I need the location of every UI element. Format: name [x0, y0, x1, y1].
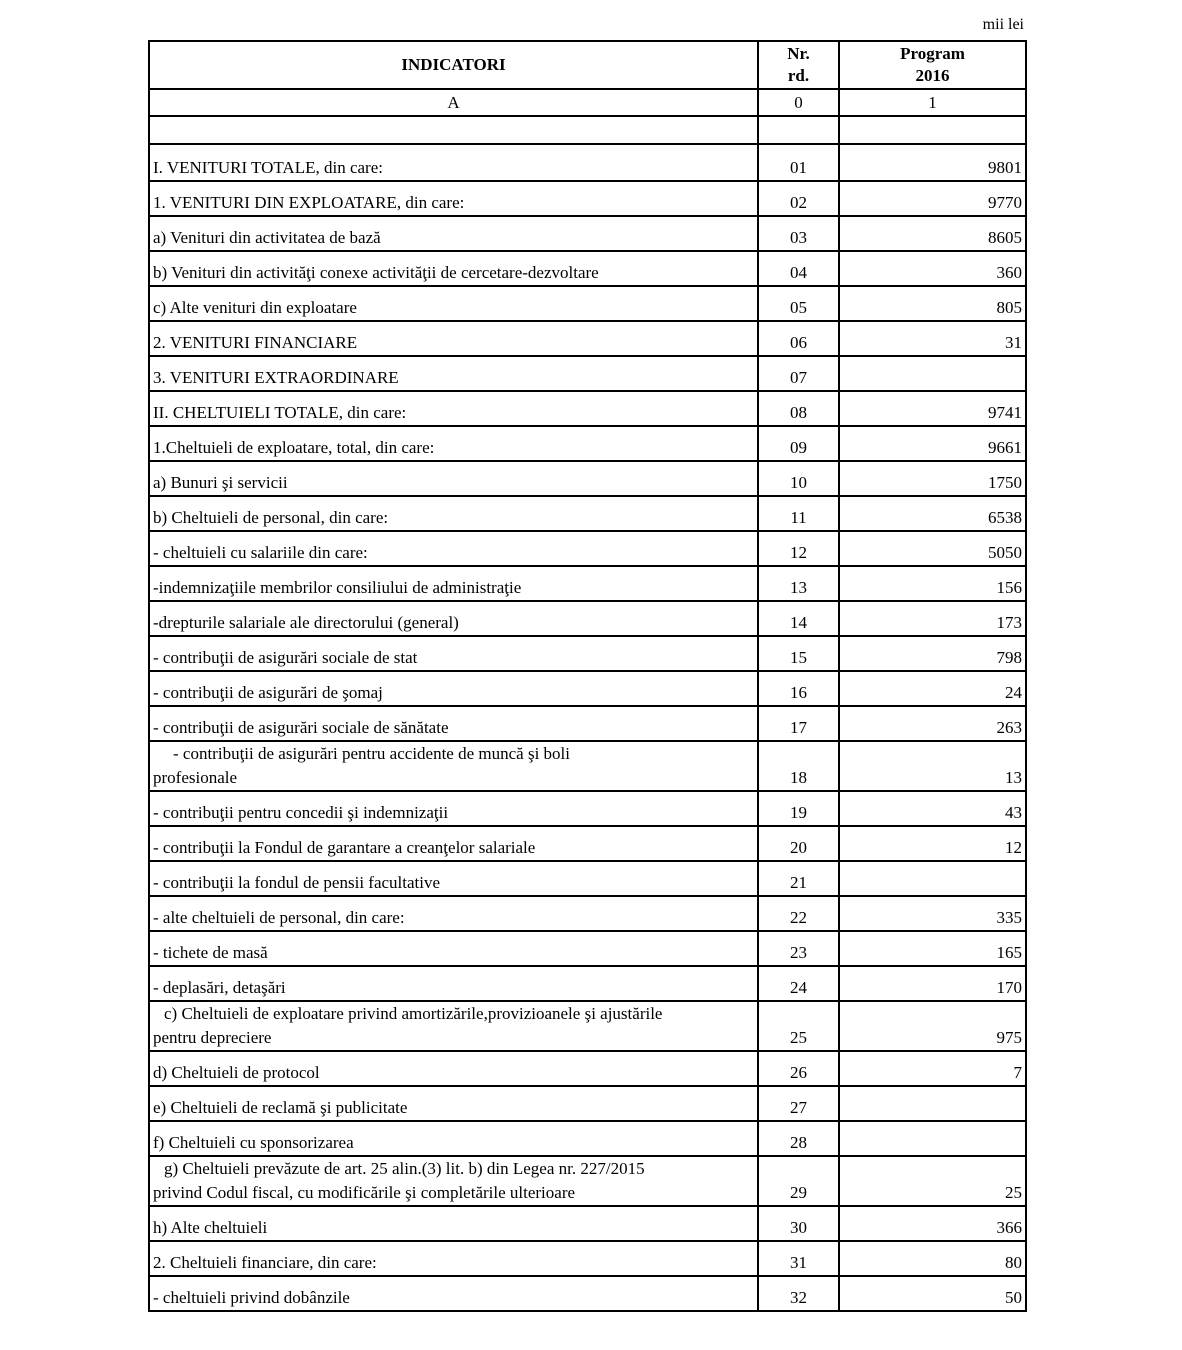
row-number-cell: 24	[758, 966, 839, 1001]
value-cell: 9661	[839, 426, 1026, 461]
row-number-cell: 13	[758, 566, 839, 601]
row-number-cell: 14	[758, 601, 839, 636]
table-row	[149, 1241, 1026, 1276]
table-row	[149, 181, 1026, 216]
table-row	[149, 861, 1026, 896]
indicator-cell: b) Venituri din activităţi conexe activităţii de cercetare-dezvoltare	[149, 251, 758, 286]
indicator-cell: - cheltuieli privind dobânzile	[149, 1276, 758, 1311]
indicator-cell: - contribuţii de asigurări sociale de sănătate	[149, 706, 758, 741]
value-cell: 263	[839, 706, 1026, 741]
indicator-line: - contribuţii de asigurări pentru accidente de muncă şi boli	[173, 744, 571, 763]
table-row	[149, 426, 1026, 461]
value-cell: 25	[839, 1156, 1026, 1206]
table-row	[149, 286, 1026, 321]
table-row	[149, 791, 1026, 826]
row-number-cell: 10	[758, 461, 839, 496]
indicator-cell: d) Cheltuieli de protocol	[149, 1051, 758, 1086]
column-index-row	[149, 89, 1026, 116]
table-row	[149, 1156, 1026, 1206]
row-number-cell: 28	[758, 1121, 839, 1156]
header-row	[149, 41, 1026, 89]
indicator-cell	[149, 1001, 758, 1051]
value-cell: 8605	[839, 216, 1026, 251]
row-number-cell: 09	[758, 426, 839, 461]
row-number-cell: 21	[758, 861, 839, 896]
indicator-cell: a) Bunuri şi servicii	[149, 461, 758, 496]
row-number-cell: 05	[758, 286, 839, 321]
indicator-cell: h) Alte cheltuieli	[149, 1206, 758, 1241]
column-index-0: 0	[758, 89, 839, 116]
indicator-line: g) Cheltuieli prevăzute de art. 25 alin.(3) lit. b) din Legea nr. 227/2015	[164, 1159, 645, 1178]
indicator-cell: -drepturile salariale ale directorului (general)	[149, 601, 758, 636]
value-cell: 975	[839, 1001, 1026, 1051]
row-number-cell: 16	[758, 671, 839, 706]
indicator-cell: 2. VENITURI FINANCIARE	[149, 321, 758, 356]
table-row	[149, 706, 1026, 741]
indicator-cell: - tichete de masă	[149, 931, 758, 966]
indicator-cell: -indemnizaţiile membrilor consiliului de administraţie	[149, 566, 758, 601]
row-number-cell: 32	[758, 1276, 839, 1311]
value-cell: 9770	[839, 181, 1026, 216]
value-cell: 7	[839, 1051, 1026, 1086]
value-cell	[839, 1086, 1026, 1121]
indicator-line: pentru depreciere	[153, 1028, 272, 1047]
value-cell: 24	[839, 671, 1026, 706]
table-row	[149, 636, 1026, 671]
indicator-cell: 2. Cheltuieli financiare, din care:	[149, 1241, 758, 1276]
table-row	[149, 461, 1026, 496]
value-cell: 805	[839, 286, 1026, 321]
row-number-cell: 19	[758, 791, 839, 826]
row-number-cell: 11	[758, 496, 839, 531]
table-row	[149, 391, 1026, 426]
table-row	[149, 566, 1026, 601]
row-number-cell: 02	[758, 181, 839, 216]
indicator-cell: - alte cheltuieli de personal, din care:	[149, 896, 758, 931]
table-row	[149, 1121, 1026, 1156]
indicator-cell: I. VENITURI TOTALE, din care:	[149, 144, 758, 181]
table-row	[149, 1051, 1026, 1086]
spacer-cell	[839, 116, 1026, 144]
value-cell: 366	[839, 1206, 1026, 1241]
row-number-cell: 12	[758, 531, 839, 566]
table-row	[149, 1001, 1026, 1051]
indicator-cell: 3. VENITURI EXTRAORDINARE	[149, 356, 758, 391]
indicator-cell	[149, 1156, 758, 1206]
indicator-cell: - cheltuieli cu salariile din care:	[149, 531, 758, 566]
row-number-cell: 23	[758, 931, 839, 966]
budget-table	[148, 40, 1027, 1312]
table-row	[149, 966, 1026, 1001]
row-number-cell: 31	[758, 1241, 839, 1276]
table-row	[149, 251, 1026, 286]
row-number-cell: 07	[758, 356, 839, 391]
value-cell: 13	[839, 741, 1026, 791]
table-row	[149, 356, 1026, 391]
value-cell	[839, 1121, 1026, 1156]
value-cell: 6538	[839, 496, 1026, 531]
column-index-a: A	[149, 89, 758, 116]
indicator-line: privind Codul fiscal, cu modificările şi completările ulterioare	[153, 1183, 576, 1202]
value-cell: 9801	[839, 144, 1026, 181]
table-row	[149, 671, 1026, 706]
table-row	[149, 144, 1026, 181]
row-number-cell: 29	[758, 1156, 839, 1206]
table-row	[149, 896, 1026, 931]
table-row	[149, 496, 1026, 531]
row-number-cell: 26	[758, 1051, 839, 1086]
value-cell: 12	[839, 826, 1026, 861]
spacer-cell	[758, 116, 839, 144]
indicator-cell: - contribuţii pentru concedii şi indemnizaţii	[149, 791, 758, 826]
row-number-cell: 20	[758, 826, 839, 861]
value-cell: 1750	[839, 461, 1026, 496]
row-number-cell: 22	[758, 896, 839, 931]
indicator-cell: - contribuţii de asigurări sociale de stat	[149, 636, 758, 671]
table-row	[149, 741, 1026, 791]
indicator-cell: - deplasări, detaşări	[149, 966, 758, 1001]
row-number-cell: 08	[758, 391, 839, 426]
value-cell: 360	[839, 251, 1026, 286]
row-number-cell: 06	[758, 321, 839, 356]
unit-label: mii lei	[982, 16, 1024, 33]
indicator-cell: f) Cheltuieli cu sponsorizarea	[149, 1121, 758, 1156]
column-index-1: 1	[839, 89, 1026, 116]
value-cell: 5050	[839, 531, 1026, 566]
value-cell: 170	[839, 966, 1026, 1001]
row-number-cell: 30	[758, 1206, 839, 1241]
value-cell: 165	[839, 931, 1026, 966]
indicator-line: profesionale	[153, 768, 238, 787]
header-nr-rd: Nr. rd.	[758, 41, 839, 89]
value-cell: 156	[839, 566, 1026, 601]
row-number-cell: 17	[758, 706, 839, 741]
value-cell: 173	[839, 601, 1026, 636]
indicator-cell: - contribuţii de asigurări de şomaj	[149, 671, 758, 706]
indicator-cell: - contribuţii la Fondul de garantare a creanţelor salariale	[149, 826, 758, 861]
indicator-cell: - contribuţii la fondul de pensii facultative	[149, 861, 758, 896]
value-cell: 31	[839, 321, 1026, 356]
table-row	[149, 601, 1026, 636]
value-cell: 50	[839, 1276, 1026, 1311]
row-number-cell: 03	[758, 216, 839, 251]
value-cell: 43	[839, 791, 1026, 826]
row-number-cell: 15	[758, 636, 839, 671]
indicator-cell	[149, 741, 758, 791]
header-indicatori: INDICATORI	[149, 41, 758, 89]
row-number-cell: 01	[758, 144, 839, 181]
indicator-cell: II. CHELTUIELI TOTALE, din care:	[149, 391, 758, 426]
table-row	[149, 826, 1026, 861]
value-cell	[839, 861, 1026, 896]
table-row	[149, 1086, 1026, 1121]
table-row	[149, 531, 1026, 566]
value-cell: 335	[839, 896, 1026, 931]
value-cell	[839, 356, 1026, 391]
indicator-cell: 1. VENITURI DIN EXPLOATARE, din care:	[149, 181, 758, 216]
table-row	[149, 931, 1026, 966]
header-program-2016: Program 2016	[839, 41, 1026, 89]
indicator-cell: a) Venituri din activitatea de bază	[149, 216, 758, 251]
indicator-cell: b) Cheltuieli de personal, din care:	[149, 496, 758, 531]
table-row	[149, 1206, 1026, 1241]
value-cell: 80	[839, 1241, 1026, 1276]
spacer-row	[149, 116, 1026, 144]
indicator-cell: 1.Cheltuieli de exploatare, total, din care:	[149, 426, 758, 461]
spacer-cell	[149, 116, 758, 144]
row-number-cell: 27	[758, 1086, 839, 1121]
table-row	[149, 216, 1026, 251]
value-cell: 798	[839, 636, 1026, 671]
indicator-line: c) Cheltuieli de exploatare privind amortizările,provizioanele şi ajustările	[164, 1004, 663, 1023]
indicator-cell: e) Cheltuieli de reclamă şi publicitate	[149, 1086, 758, 1121]
value-cell: 9741	[839, 391, 1026, 426]
table-row	[149, 1276, 1026, 1311]
row-number-cell: 18	[758, 741, 839, 791]
indicator-cell: c) Alte venituri din exploatare	[149, 286, 758, 321]
table-row	[149, 321, 1026, 356]
row-number-cell: 25	[758, 1001, 839, 1051]
row-number-cell: 04	[758, 251, 839, 286]
